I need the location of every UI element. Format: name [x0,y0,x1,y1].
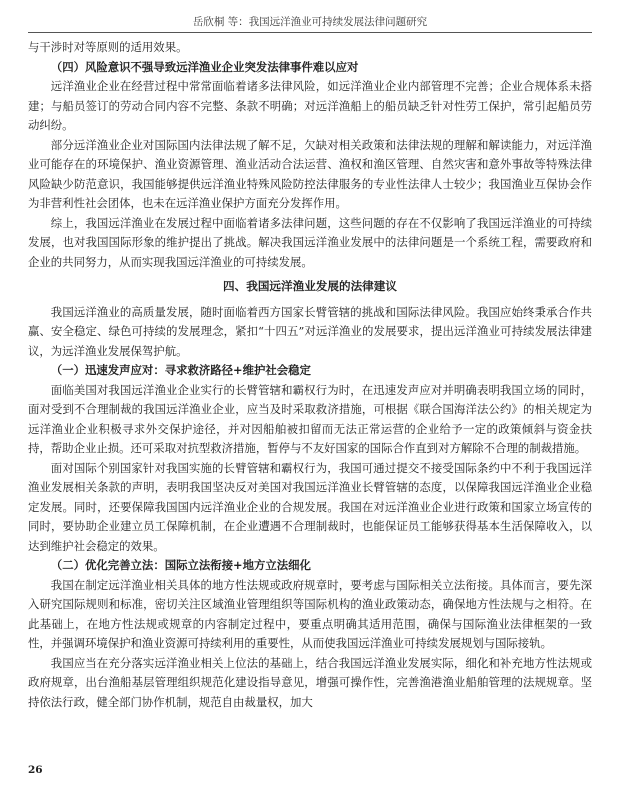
paragraph: 综上，我国远洋渔业在发展过程中面临着诸多法律问题，这些问题的存在不仅影响了我国远洋渔业的可持续发展，也对我国国际形象的维护提出了挑战。解决我国远洋渔业发展中的法律问题是一个系统工程，需要政府和企业的共同努力，从而实现我国远洋渔业的可持续发展。 [28,215,592,269]
article-body [28,38,592,712]
paragraph-continued: 与干涉时对等原则的适用效果。 [28,40,188,54]
subsection-heading-1: （一）迅速发声应对：寻求救济路径+维护社会稳定 [50,363,311,377]
page-number: 26 [28,764,43,776]
section-title: 四、我国远洋渔业发展的法律建议 [223,279,397,293]
paragraph: 我国在制定远洋渔业相关具体的地方性法规或政府规章时，要考虑与国际相关立法衔接。具体而言，要先深入研究国际规则和标准，密切关注区域渔业管理组织等国际机构的渔业政策动态，确保地方性法规与之相符。在此基础上，在地方性法规或规章的内容制定过程中，要重点明确其适用范围，确保与国际渔业法律框架的一致性，并强调环境保护和渔业资源可持续利用的重要性，从而使我国远洋渔业可持续发展规划与国际接轨。 [28,577,592,650]
subsection-heading-4: （四）风险意识不强导致远洋渔业企业突发法律事件难以应对 [50,59,359,74]
paragraph: 远洋渔业企业在经营过程中常常面临着诸多法律风险，如远洋渔业企业内部管理不完善；企业合规体系未搭建；与船员签订的劳动合同内容不完整、条款不明确；对远洋渔船上的船员缺乏针对性劳工保护，常引起船员劳动纠纷。 [28,79,592,132]
paragraph: 面临美国对我国远洋渔业企业实行的长臂管辖和霸权行为时，在迅速发声应对并明确表明我国立场的同时，面对受到不合理制裁的我国远洋渔业企业，应当及时采取救济措施，可根据《联合国海洋法公约》的相关规定为远洋渔业企业积极寻求外交保护途径，并对因船舶被扣留而无法正常运营的企业给予一定的政策倾斜与资金扶持，帮助企业止损。还可采取对抗型救济措施，暂停与不友好国家的国际合作直到对方解除不合理的制裁措施。 [28,382,592,455]
paragraph: 面对国际个别国家针对我国实施的长臂管辖和霸权行为，我国可通过提交不接受国际条约中不利于我国远洋渔业发展相关条款的声明，表明我国坚决反对美国对我国远洋渔业长臂管辖的态度，以保障我国远洋渔业企业稳定发展。同时，还要保障我国国内远洋渔业企业的合规发展。我国在对远洋渔业企业进行政策和国家立场宣传的同时，要协助企业建立员工保障机制，在企业遭遇不合理制裁时，也能保证员工能够获得基本生活保障收入，以达到维护社会稳定的效果。 [28,460,592,553]
paragraph: 我国远洋渔业的高质量发展，随时面临着西方国家长臂管辖的挑战和国际法律风险。我国应始终秉承合作共赢、安全稳定、绿色可持续的发展理念，紧扣“十四五”对远洋渔业的发展要求，提出远洋渔业可持续发展法律建议，为远洋渔业发展保驾护航。 [28,304,592,358]
subsection-heading-2: （二）优化完善立法：国际立法衔接+地方立法细化 [50,558,311,572]
paragraph: 部分远洋渔业企业对国际国内法律法规了解不足，欠缺对相关政策和法律法规的理解和解读能力，对远洋渔业可能存在的环境保护、渔业资源管理、渔业活动合法运营、渔权和渔区管理、自然灾害和意外事故等特殊法律风险缺少防范意识，我国能够提供远洋渔业特殊风险防控法律服务的专业性法律人士较少；我国渔业互保协会作为非营利性社会团体，也未在远洋渔业保护方面充分发挥作用。 [28,137,592,210]
header-rule [28,32,592,33]
paragraph: 我国应当在充分落实远洋渔业相关上位法的基础上，结合我国远洋渔业发展实际，细化和补充地方性法规或政府规章，出台渔船基层管理组织规范化建设指导意见，增强可操作性，完善渔港渔业船舶管理的法规规章。坚持依法行政，健全部门协作机制，规范自由裁量权，加大 [28,655,592,709]
running-head: 岳欣桐 等：我国远洋渔业可持续发展法律问题研究 [192,16,428,28]
